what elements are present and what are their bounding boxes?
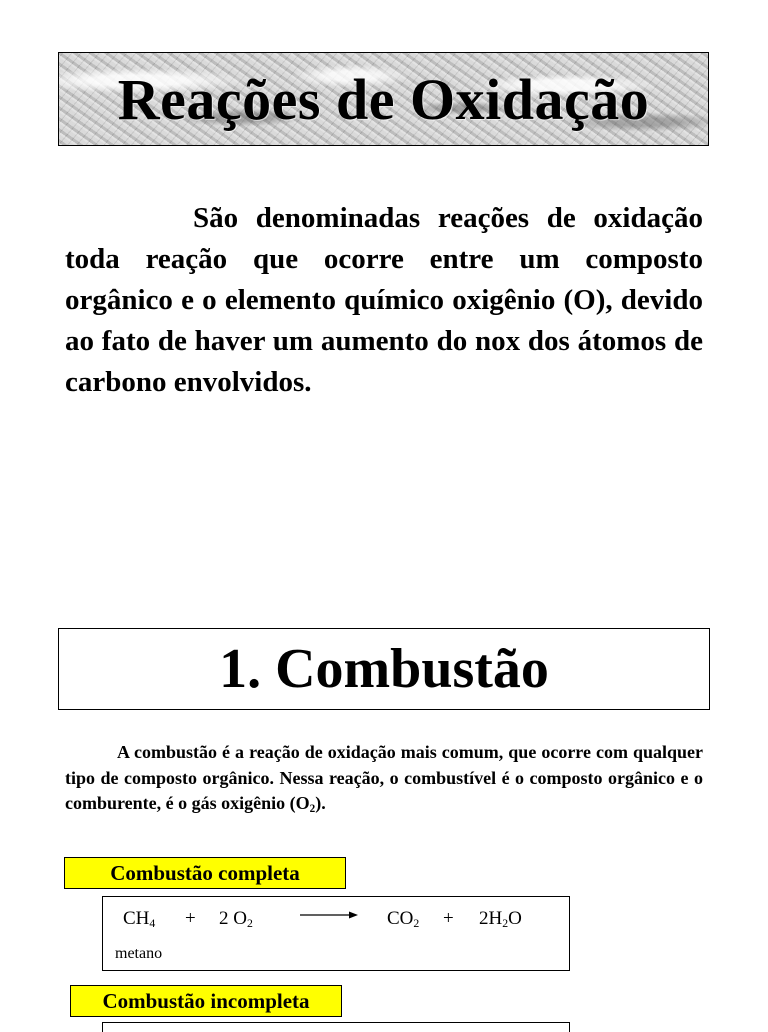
reactant-oxygen-subscript: 2 <box>246 916 253 930</box>
product-carbon-dioxide-subscript: 2 <box>413 916 420 930</box>
section-heading: 1. Combustão <box>219 638 549 700</box>
intro-paragraph: São denominadas reações de oxidação toda reação que ocorre entre um composto orgânico e o elemento químico oxigênio (O), devido ao fato de haver um aumento do nox dos átomos de carbono envolvidos. <box>65 202 703 398</box>
compound-name: metano <box>115 945 163 962</box>
incomplete-combustion-label <box>70 985 342 1017</box>
combustion-paragraph-subscript: 2 <box>309 802 316 815</box>
product-water <box>479 908 522 930</box>
combustion-paragraph-end: ). <box>315 793 326 813</box>
complete-combustion-label <box>64 857 346 889</box>
plus-sign-2: + <box>443 908 454 929</box>
combustion-paragraph <box>65 740 703 817</box>
combustion-paragraph-text: A combustão é a reação de oxidação mais comum, que ocorre com qualquer tipo de composto orgânico. Nessa reação, o combustível é o composto orgânico e o comburente, é o gás oxigênio (O <box>65 742 703 813</box>
reactant-oxygen-symbol: 2 O <box>219 908 247 929</box>
product-water-symbol-b: O <box>508 908 522 929</box>
reaction-arrow-icon <box>300 905 358 925</box>
complete-combustion-equation <box>102 896 570 971</box>
incomplete-combustion-label-text: Combustão incompleta <box>102 988 310 1013</box>
product-carbon-dioxide-symbol: CO <box>387 908 414 929</box>
complete-combustion-label-text: Combustão completa <box>110 860 300 885</box>
title-banner <box>58 52 709 146</box>
reactant-methane <box>123 908 155 930</box>
reactant-methane-subscript: 4 <box>149 916 156 930</box>
product-carbon-dioxide <box>387 908 419 930</box>
product-water-symbol-a: 2H <box>479 908 503 929</box>
reactant-oxygen <box>219 908 253 930</box>
product-water-subscript: 2 <box>502 916 509 930</box>
section-heading-box <box>58 628 710 710</box>
page-title: Reações de Oxidação <box>117 66 650 132</box>
reactant-methane-symbol: CH <box>123 908 150 929</box>
plus-sign-1: + <box>185 908 196 929</box>
